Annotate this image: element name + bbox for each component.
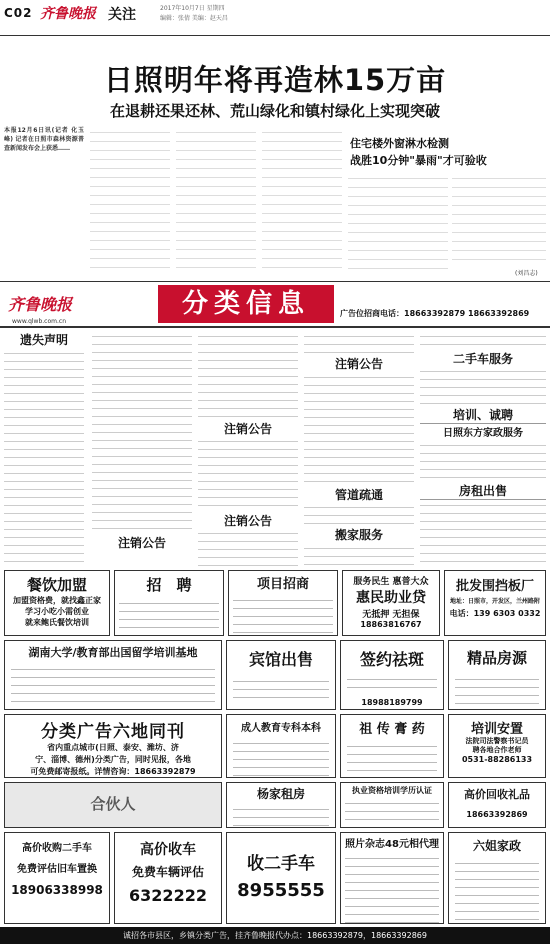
ad-qualification: 执业资格培训学历认证 [340, 782, 444, 828]
news-column-2 [90, 126, 170, 276]
column-2-notice: 注销公告 [117, 536, 166, 550]
column-5-text [420, 331, 546, 347]
column-head-lost: 遗失声明 [4, 331, 84, 349]
column-5-head-c: 日照东方家政服务 [443, 428, 523, 439]
ad-adult-education: 成人教育专科本科 [226, 714, 336, 778]
news-column-4 [262, 126, 342, 276]
ad-study-abroad: 湖南大学/教育部出国留学培训基地 [4, 640, 222, 710]
column-3-text-b [198, 436, 298, 510]
column-5-text-b [420, 366, 546, 404]
news-column-1: 本报12月6日讯(记者 化玉峰) 记者在日照市森林资源普查新闻发布会上获悉…… [4, 127, 84, 152]
ad-recruit: 招 聘 [114, 570, 224, 636]
ad-training-placement: 培训安置 法院司法警察书记员 聘各地合作老师 0531-88286133 [448, 714, 546, 778]
column-4-text-b [304, 372, 414, 482]
column-4-notice-c: 搬家服务 [334, 528, 383, 542]
column-4-text-d [304, 543, 414, 567]
ad-hotel-sale: 宾馆出售 [226, 640, 336, 710]
news-column-3 [176, 126, 256, 276]
column-5-head-a: 二手车服务 [420, 350, 546, 368]
ad-partner: 合伙人 [4, 782, 222, 828]
header-meta: 2017年10月7日 星期四 编辑：张倩 美编：赵天昌 [160, 5, 228, 22]
column-3-notice-a: 注销公告 [223, 422, 272, 436]
column-5-text-d [420, 500, 546, 566]
news-box-title: 住宅楼外窗淋水检测 战胜10分钟"暴雨"才可验收 [350, 137, 487, 167]
column-4-notice-b: 管道疏通 [334, 488, 383, 502]
banner-title: 分类信息 [158, 285, 334, 323]
ad-fence: 批发围挡板厂 地址：日照市，开发区，兰州路附 电话：139 6303 0332 [444, 570, 546, 636]
column-5-head-b: 培训、诚聘 [420, 406, 546, 424]
column-2-text [92, 331, 192, 529]
banner-url: www.qlwb.com.cn [12, 318, 66, 325]
ad-gift-recycle: 高价回收礼品 18663392869 [448, 782, 546, 828]
page-header [0, 0, 550, 36]
ad-housing: 精品房源 [448, 640, 546, 710]
banner-logo: 齐鲁晚报 [8, 295, 73, 314]
ad-project: 项目招商 [228, 570, 338, 636]
ad-loan: 服务民生 惠普大众 惠民助业贷 无抵押 无担保 18863816767 [342, 570, 440, 636]
ad-plaster: 祖 传 膏 药 [340, 714, 444, 778]
ad-used-car-buy: 高价收购二手车 免费评估旧车置换 18906338998 [4, 832, 110, 924]
ad-used-car: 收二手车 8955555 [226, 832, 336, 924]
ad-classified-six-cities: 分类广告六地同刊 省内重点城市(日照、泰安、潍坊、济 宁、淄博、德州)分类广告，同时见报，各地 可免费邮寄报纸。详情咨询：18663392879 [4, 714, 222, 778]
banner-tel: 广告位招商电话：18663392879 18663392869 [340, 309, 530, 318]
section-title: 关注 [108, 7, 136, 23]
ad-photo-magazine: 照片杂志48元相代理 [340, 832, 444, 924]
divider [0, 281, 550, 282]
column-4-notice-a: 注销公告 [334, 357, 383, 371]
ad-housekeeping: 六姐家政 [448, 832, 546, 924]
column-1-text [4, 348, 84, 566]
news-byline: (刘昌志) [515, 270, 538, 277]
column-4-text-c [304, 502, 414, 524]
headline: 日照明年将再造林15万亩 [103, 63, 447, 97]
column-3-text-c [198, 528, 298, 568]
column-3-notice-b: 注销公告 [223, 514, 272, 528]
page-number: C02 [4, 6, 33, 20]
ad-freckle: 签约祛斑 18988189799 [340, 640, 444, 710]
subheadline: 在退耕还果还林、荒山绿化和镇村绿化上实现突破 [109, 102, 440, 120]
column-5-text-c [420, 440, 546, 480]
ad-catering: 餐饮加盟 加盟资格费，就找鑫正家 学习小吃小需创业 就来鲍氏餐饮培训 [4, 570, 110, 636]
paper-logo: 齐鲁晚报 [40, 6, 96, 22]
news-column-6 [452, 172, 546, 268]
ad-rental: 杨家租房 [226, 782, 336, 828]
news-column-5 [348, 172, 448, 276]
footer-bar: 诚招各市县区，乡镇分类广告，挂齐鲁晚报代办点：18663392879，18663392869 [0, 927, 550, 944]
divider [0, 326, 550, 328]
column-5-head-d: 房租出售 [420, 482, 546, 500]
ad-car-purchase: 高价收车 免费车辆评估 6322222 [114, 832, 222, 924]
column-3-text [198, 331, 298, 419]
column-4-text [304, 331, 414, 353]
